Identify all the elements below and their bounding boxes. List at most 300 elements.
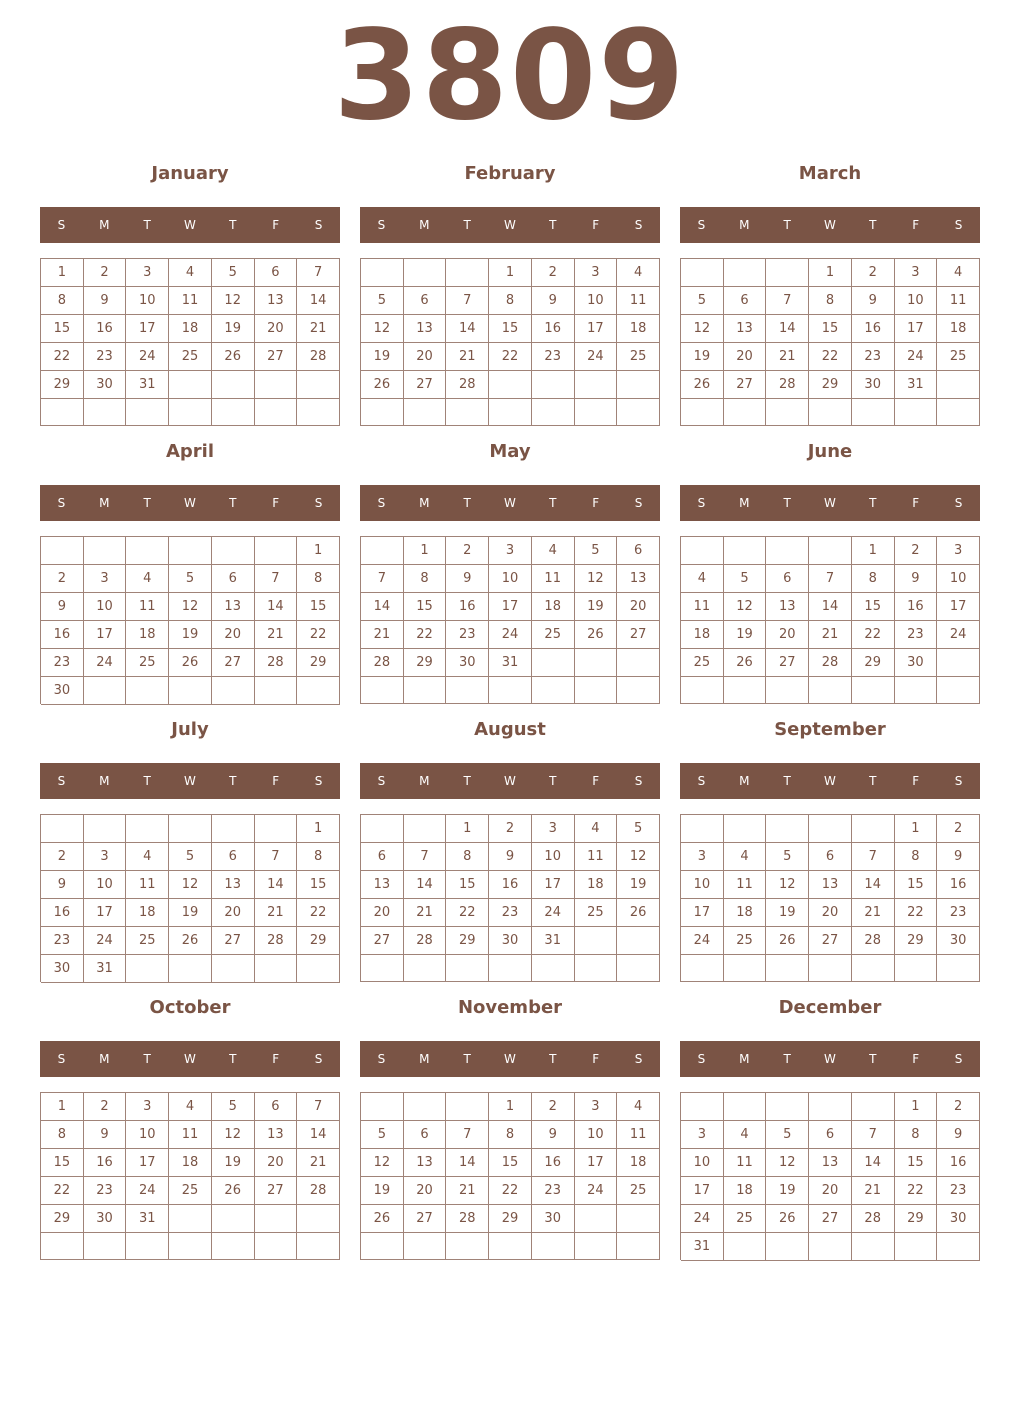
day-cell: 11 xyxy=(724,1149,767,1177)
day-cell: 1 xyxy=(489,259,532,287)
day-cell: 19 xyxy=(361,343,404,371)
empty-day-cell xyxy=(617,399,660,426)
day-cell: 28 xyxy=(852,927,895,955)
weekday-label: T xyxy=(143,774,151,788)
day-cell: 15 xyxy=(41,1149,84,1177)
empty-day-cell xyxy=(489,955,532,982)
day-cell: 24 xyxy=(532,899,575,927)
day-cell: 5 xyxy=(212,1093,255,1121)
weekday-label: T xyxy=(783,496,791,510)
weekday-label: T xyxy=(869,496,877,510)
empty-day-cell xyxy=(212,537,255,565)
day-cell: 25 xyxy=(532,621,575,649)
empty-day-cell xyxy=(617,677,660,704)
weekday-header xyxy=(40,763,340,799)
day-cell: 2 xyxy=(489,815,532,843)
day-cell: 25 xyxy=(937,343,980,371)
day-cell: 18 xyxy=(126,899,169,927)
day-cell: 25 xyxy=(681,649,724,677)
day-cell: 17 xyxy=(681,899,724,927)
weekday-label: M xyxy=(419,774,430,788)
day-cell: 7 xyxy=(852,1121,895,1149)
day-cell: 23 xyxy=(489,899,532,927)
day-cell: 18 xyxy=(126,621,169,649)
day-cell: 31 xyxy=(681,1233,724,1261)
empty-day-cell xyxy=(84,1233,127,1260)
weekday-label: S xyxy=(377,218,386,232)
day-cell: 9 xyxy=(532,287,575,315)
day-cell: 13 xyxy=(617,565,660,593)
empty-day-cell xyxy=(681,955,724,982)
empty-day-cell xyxy=(84,537,127,565)
day-cell: 21 xyxy=(297,315,340,343)
day-cell: 21 xyxy=(809,621,852,649)
weekday-label: T xyxy=(549,496,557,510)
day-cell: 1 xyxy=(297,537,340,565)
weekday-label: T xyxy=(143,218,151,232)
day-cell: 8 xyxy=(895,1121,938,1149)
day-cell: 8 xyxy=(489,1121,532,1149)
day-cell: 19 xyxy=(766,899,809,927)
empty-day-cell xyxy=(766,259,809,287)
empty-day-cell xyxy=(212,1233,255,1260)
day-cell: 20 xyxy=(724,343,767,371)
empty-day-cell xyxy=(617,649,660,677)
day-cell: 30 xyxy=(41,677,84,705)
day-cell: 18 xyxy=(532,593,575,621)
empty-day-cell xyxy=(169,399,212,426)
day-cell: 5 xyxy=(681,287,724,315)
day-cell: 23 xyxy=(937,899,980,927)
weekday-label: M xyxy=(739,1052,750,1066)
weekday-label: S xyxy=(57,774,66,788)
weekday-label: W xyxy=(504,1052,516,1066)
empty-day-cell xyxy=(852,815,895,843)
day-cell: 5 xyxy=(361,1121,404,1149)
day-cell: 31 xyxy=(532,927,575,955)
day-grid xyxy=(680,536,980,704)
empty-day-cell xyxy=(809,955,852,982)
day-cell: 23 xyxy=(532,1177,575,1205)
day-cell: 17 xyxy=(895,315,938,343)
month-may xyxy=(360,438,660,706)
day-cell: 20 xyxy=(404,1177,447,1205)
day-cell: 11 xyxy=(617,1121,660,1149)
day-cell: 27 xyxy=(766,649,809,677)
day-cell: 11 xyxy=(126,871,169,899)
month-name: May xyxy=(489,441,531,462)
day-cell: 3 xyxy=(126,1093,169,1121)
empty-day-cell xyxy=(766,537,809,565)
day-cell: 11 xyxy=(937,287,980,315)
day-cell: 30 xyxy=(41,955,84,983)
day-cell: 21 xyxy=(446,343,489,371)
day-cell: 7 xyxy=(446,287,489,315)
empty-day-cell xyxy=(575,649,618,677)
day-cell: 13 xyxy=(724,315,767,343)
weekday-label: T xyxy=(229,774,237,788)
day-cell: 7 xyxy=(766,287,809,315)
day-cell: 11 xyxy=(169,1121,212,1149)
day-cell: 9 xyxy=(84,1121,127,1149)
day-cell: 8 xyxy=(446,843,489,871)
weekday-label: W xyxy=(824,774,836,788)
day-cell: 7 xyxy=(809,565,852,593)
weekday-label: S xyxy=(954,1052,963,1066)
day-cell: 6 xyxy=(212,565,255,593)
month-february xyxy=(360,160,660,428)
empty-day-cell xyxy=(895,955,938,982)
day-cell: 5 xyxy=(724,565,767,593)
day-cell: 21 xyxy=(404,899,447,927)
months-grid xyxy=(40,160,980,1262)
empty-day-cell xyxy=(617,955,660,982)
day-cell: 17 xyxy=(532,871,575,899)
day-grid xyxy=(360,258,660,426)
day-grid xyxy=(360,1092,660,1260)
day-cell: 20 xyxy=(617,593,660,621)
empty-day-cell xyxy=(575,399,618,426)
day-cell: 7 xyxy=(255,843,298,871)
day-cell: 13 xyxy=(212,593,255,621)
empty-day-cell xyxy=(126,955,169,983)
empty-day-cell xyxy=(617,1205,660,1233)
day-cell: 26 xyxy=(361,1205,404,1233)
weekday-label: S xyxy=(634,1052,643,1066)
day-cell: 27 xyxy=(255,343,298,371)
empty-day-cell xyxy=(212,955,255,983)
day-cell: 3 xyxy=(681,843,724,871)
weekday-label: W xyxy=(824,1052,836,1066)
weekday-header xyxy=(360,207,660,243)
day-cell: 17 xyxy=(84,899,127,927)
empty-day-cell xyxy=(446,259,489,287)
day-cell: 31 xyxy=(489,649,532,677)
day-cell: 8 xyxy=(489,287,532,315)
day-cell: 18 xyxy=(169,315,212,343)
day-cell: 14 xyxy=(404,871,447,899)
day-cell: 10 xyxy=(937,565,980,593)
weekday-label: M xyxy=(739,774,750,788)
weekday-label: T xyxy=(143,496,151,510)
empty-day-cell xyxy=(297,371,340,399)
day-cell: 19 xyxy=(169,621,212,649)
day-cell: 21 xyxy=(446,1177,489,1205)
empty-day-cell xyxy=(126,399,169,426)
empty-day-cell xyxy=(937,371,980,399)
day-cell: 20 xyxy=(766,621,809,649)
day-cell: 2 xyxy=(446,537,489,565)
empty-day-cell xyxy=(446,955,489,982)
day-cell: 14 xyxy=(255,871,298,899)
day-cell: 26 xyxy=(212,1177,255,1205)
empty-day-cell xyxy=(724,1233,767,1261)
day-cell: 18 xyxy=(617,315,660,343)
empty-day-cell xyxy=(297,677,340,705)
weekday-label: M xyxy=(99,774,110,788)
month-name: September xyxy=(774,719,886,740)
empty-day-cell xyxy=(446,399,489,426)
empty-day-cell xyxy=(255,815,298,843)
weekday-label: T xyxy=(549,218,557,232)
weekday-label: T xyxy=(869,218,877,232)
day-cell: 10 xyxy=(532,843,575,871)
day-cell: 7 xyxy=(852,843,895,871)
empty-day-cell xyxy=(126,677,169,705)
empty-day-cell xyxy=(532,955,575,982)
day-cell: 15 xyxy=(489,1149,532,1177)
weekday-label: T xyxy=(869,774,877,788)
day-cell: 21 xyxy=(361,621,404,649)
empty-day-cell xyxy=(724,677,767,704)
day-cell: 4 xyxy=(126,565,169,593)
month-name: April xyxy=(165,441,215,462)
day-cell: 20 xyxy=(404,343,447,371)
day-cell: 20 xyxy=(255,315,298,343)
day-cell: 22 xyxy=(489,343,532,371)
day-cell: 19 xyxy=(766,1177,809,1205)
day-cell: 4 xyxy=(937,259,980,287)
day-cell: 29 xyxy=(41,371,84,399)
empty-day-cell xyxy=(532,649,575,677)
month-march xyxy=(680,160,980,428)
day-cell: 14 xyxy=(255,593,298,621)
day-cell: 14 xyxy=(361,593,404,621)
day-cell: 14 xyxy=(852,1149,895,1177)
day-grid xyxy=(680,1092,980,1260)
empty-day-cell xyxy=(724,537,767,565)
day-cell: 30 xyxy=(937,927,980,955)
weekday-label: S xyxy=(314,496,323,510)
day-cell: 21 xyxy=(255,899,298,927)
day-cell: 24 xyxy=(126,343,169,371)
day-cell: 24 xyxy=(489,621,532,649)
weekday-label: W xyxy=(184,774,196,788)
day-cell: 10 xyxy=(489,565,532,593)
weekday-label: M xyxy=(419,218,430,232)
empty-day-cell xyxy=(212,371,255,399)
day-cell: 8 xyxy=(41,287,84,315)
day-cell: 16 xyxy=(895,593,938,621)
weekday-label: T xyxy=(229,1052,237,1066)
weekday-label: T xyxy=(783,218,791,232)
day-cell: 7 xyxy=(297,259,340,287)
day-cell: 8 xyxy=(297,843,340,871)
day-cell: 15 xyxy=(895,871,938,899)
day-cell: 11 xyxy=(126,593,169,621)
weekday-label: S xyxy=(634,496,643,510)
day-cell: 16 xyxy=(41,621,84,649)
empty-day-cell xyxy=(212,1205,255,1233)
empty-day-cell xyxy=(84,677,127,705)
day-cell: 5 xyxy=(617,815,660,843)
day-cell: 10 xyxy=(575,1121,618,1149)
day-cell: 3 xyxy=(575,259,618,287)
day-cell: 9 xyxy=(895,565,938,593)
day-cell: 22 xyxy=(852,621,895,649)
day-cell: 2 xyxy=(937,1093,980,1121)
day-cell: 4 xyxy=(532,537,575,565)
weekday-label: M xyxy=(99,496,110,510)
day-cell: 4 xyxy=(169,259,212,287)
empty-day-cell xyxy=(255,371,298,399)
empty-day-cell xyxy=(169,815,212,843)
weekday-label: S xyxy=(57,496,66,510)
day-cell: 17 xyxy=(126,315,169,343)
weekday-label: M xyxy=(419,1052,430,1066)
day-cell: 3 xyxy=(895,259,938,287)
empty-day-cell xyxy=(489,1233,532,1260)
month-december xyxy=(680,994,980,1262)
weekday-label: S xyxy=(314,1052,323,1066)
day-cell: 30 xyxy=(489,927,532,955)
empty-day-cell xyxy=(937,1233,980,1261)
empty-day-cell xyxy=(809,1093,852,1121)
day-cell: 25 xyxy=(724,927,767,955)
day-cell: 28 xyxy=(766,371,809,399)
day-cell: 1 xyxy=(809,259,852,287)
day-cell: 28 xyxy=(446,1205,489,1233)
weekday-label: S xyxy=(697,774,706,788)
empty-day-cell xyxy=(169,537,212,565)
empty-day-cell xyxy=(404,399,447,426)
day-cell: 3 xyxy=(937,537,980,565)
day-cell: 8 xyxy=(809,287,852,315)
day-cell: 25 xyxy=(169,343,212,371)
day-cell: 19 xyxy=(212,315,255,343)
day-cell: 7 xyxy=(446,1121,489,1149)
day-cell: 27 xyxy=(617,621,660,649)
empty-day-cell xyxy=(297,399,340,426)
day-cell: 4 xyxy=(681,565,724,593)
day-cell: 22 xyxy=(297,621,340,649)
day-cell: 25 xyxy=(126,927,169,955)
empty-day-cell xyxy=(809,1233,852,1261)
day-cell: 23 xyxy=(41,927,84,955)
weekday-label: F xyxy=(912,496,920,510)
day-cell: 19 xyxy=(212,1149,255,1177)
day-cell: 27 xyxy=(212,649,255,677)
empty-day-cell xyxy=(297,1233,340,1260)
weekday-label: T xyxy=(549,774,557,788)
day-cell: 9 xyxy=(937,843,980,871)
day-cell: 1 xyxy=(895,1093,938,1121)
day-cell: 24 xyxy=(84,649,127,677)
day-cell: 31 xyxy=(895,371,938,399)
day-cell: 23 xyxy=(852,343,895,371)
empty-day-cell xyxy=(532,677,575,704)
day-cell: 25 xyxy=(169,1177,212,1205)
day-grid xyxy=(360,536,660,704)
day-cell: 17 xyxy=(575,315,618,343)
month-august xyxy=(360,716,660,984)
day-cell: 16 xyxy=(937,871,980,899)
day-cell: 20 xyxy=(212,899,255,927)
empty-day-cell xyxy=(255,1233,298,1260)
day-cell: 19 xyxy=(681,343,724,371)
weekday-label: T xyxy=(229,218,237,232)
empty-day-cell xyxy=(724,955,767,982)
empty-day-cell xyxy=(809,815,852,843)
empty-day-cell xyxy=(255,399,298,426)
day-cell: 9 xyxy=(41,593,84,621)
day-cell: 24 xyxy=(895,343,938,371)
day-cell: 12 xyxy=(361,1149,404,1177)
day-cell: 13 xyxy=(766,593,809,621)
empty-day-cell xyxy=(361,399,404,426)
day-cell: 1 xyxy=(41,1093,84,1121)
weekday-header xyxy=(680,485,980,521)
empty-day-cell xyxy=(169,371,212,399)
empty-day-cell xyxy=(489,677,532,704)
day-cell: 28 xyxy=(809,649,852,677)
day-cell: 22 xyxy=(297,899,340,927)
day-grid xyxy=(40,536,340,704)
weekday-label: T xyxy=(869,1052,877,1066)
empty-day-cell xyxy=(681,1093,724,1121)
day-cell: 3 xyxy=(84,565,127,593)
weekday-header xyxy=(680,763,980,799)
empty-day-cell xyxy=(489,371,532,399)
empty-day-cell xyxy=(937,649,980,677)
empty-day-cell xyxy=(126,1233,169,1260)
day-cell: 16 xyxy=(532,1149,575,1177)
day-cell: 12 xyxy=(681,315,724,343)
day-cell: 12 xyxy=(169,593,212,621)
day-cell: 10 xyxy=(575,287,618,315)
day-cell: 28 xyxy=(255,649,298,677)
weekday-label: W xyxy=(184,496,196,510)
month-name: February xyxy=(464,163,556,184)
weekday-label: S xyxy=(697,496,706,510)
weekday-label: S xyxy=(954,218,963,232)
empty-day-cell xyxy=(809,677,852,704)
day-cell: 19 xyxy=(575,593,618,621)
empty-day-cell xyxy=(169,1205,212,1233)
day-cell: 19 xyxy=(169,899,212,927)
day-cell: 11 xyxy=(532,565,575,593)
day-cell: 27 xyxy=(809,1205,852,1233)
weekday-label: S xyxy=(377,1052,386,1066)
empty-day-cell xyxy=(41,815,84,843)
weekday-label: T xyxy=(463,1052,471,1066)
empty-day-cell xyxy=(255,955,298,983)
day-cell: 11 xyxy=(724,871,767,899)
empty-day-cell xyxy=(446,1233,489,1260)
weekday-label: F xyxy=(912,218,920,232)
month-april xyxy=(40,438,340,706)
day-cell: 17 xyxy=(937,593,980,621)
weekday-label: S xyxy=(377,496,386,510)
weekday-label: S xyxy=(314,218,323,232)
weekday-label: F xyxy=(272,774,280,788)
day-cell: 13 xyxy=(212,871,255,899)
day-cell: 15 xyxy=(489,315,532,343)
day-cell: 23 xyxy=(84,1177,127,1205)
day-cell: 29 xyxy=(297,927,340,955)
empty-day-cell xyxy=(766,1093,809,1121)
weekday-label: T xyxy=(549,1052,557,1066)
day-cell: 12 xyxy=(617,843,660,871)
day-cell: 28 xyxy=(297,1177,340,1205)
empty-day-cell xyxy=(297,955,340,983)
empty-day-cell xyxy=(681,537,724,565)
empty-day-cell xyxy=(361,1093,404,1121)
day-cell: 25 xyxy=(724,1205,767,1233)
day-grid xyxy=(40,258,340,426)
weekday-label: W xyxy=(504,496,516,510)
day-cell: 12 xyxy=(575,565,618,593)
